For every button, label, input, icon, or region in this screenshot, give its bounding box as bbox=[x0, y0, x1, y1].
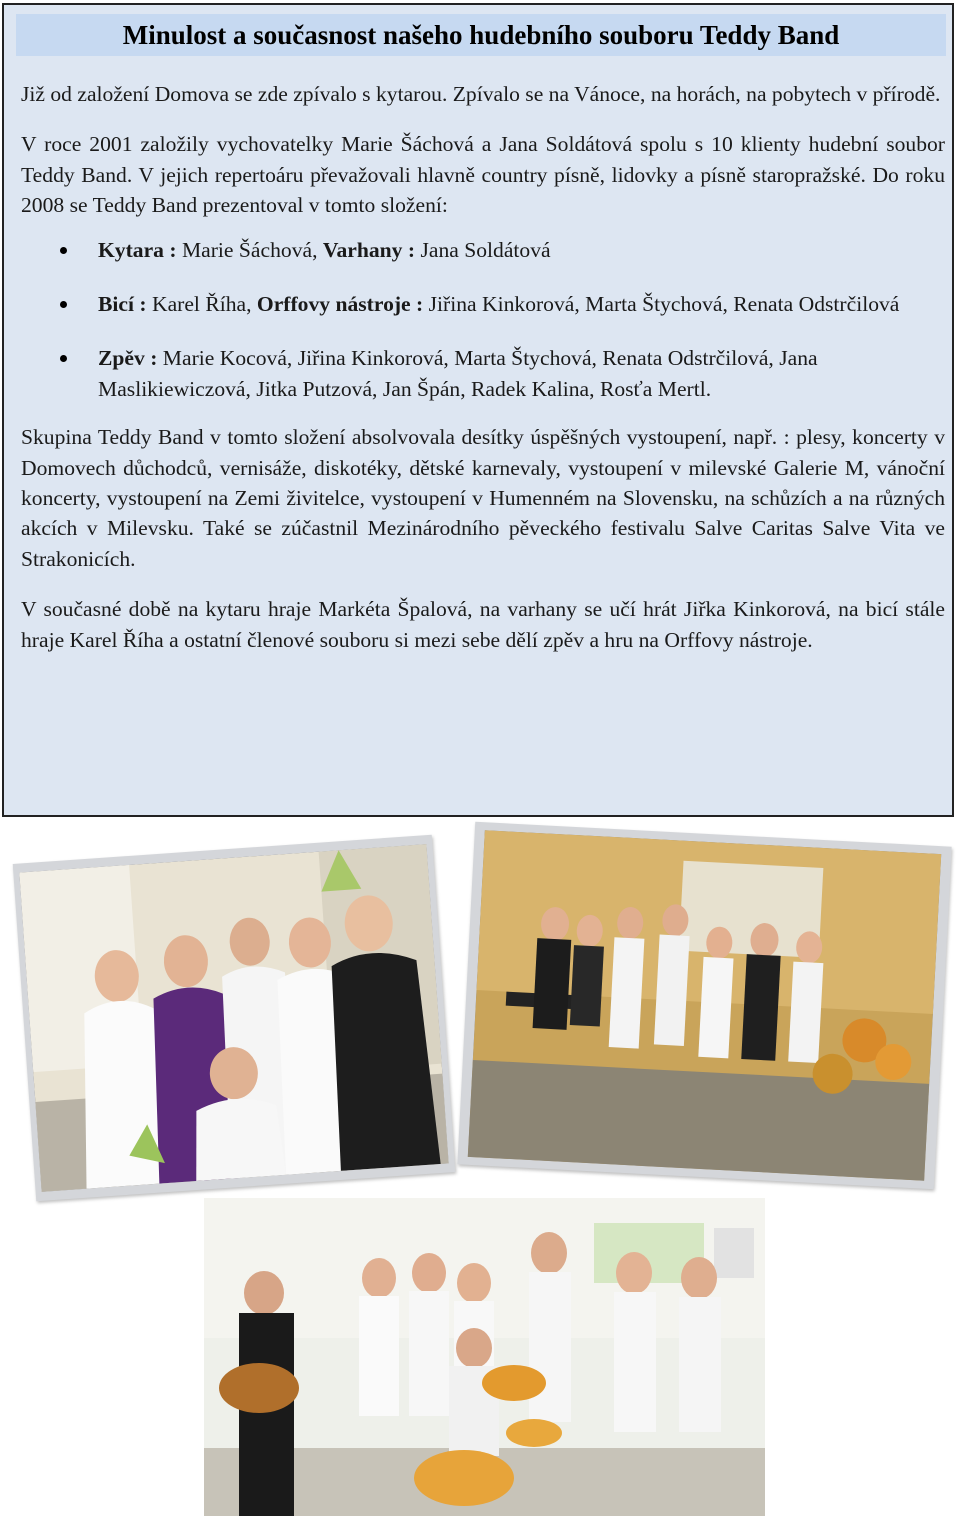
paragraph-founding: V roce 2001 založily vychovatelky Marie Šáchová a Jana Soldátová spolu s 10 klienty hudební soubor Teddy Band. V jejich repertoáru převažovali hlavně country písně, lidovky a písně staropražské. Do roku 2008 se Teddy Band prezentoval v tomto složení: bbox=[21, 132, 945, 218]
article-box bbox=[2, 3, 954, 817]
article-body bbox=[21, 79, 945, 675]
roster-list bbox=[21, 235, 945, 405]
roster-item: Kytara : Marie Šáchová, Varhany : Jana Soldátová bbox=[21, 235, 945, 265]
group-photo bbox=[19, 844, 448, 1192]
roster-item: Zpěv : Marie Kocová, Jiřina Kinkorová, Marta Štychová, Renata Odstrčilová, Jana Maslikiewiczová, Jitka Putzová, Jan Špán, Radek Kalina, Rosťa Mertl. bbox=[21, 343, 945, 404]
concert-photo bbox=[468, 830, 941, 1180]
paragraph-performances: Skupina Teddy Band v tomto složení absolvovala desítky úspěšných vystoupení, např. : plesy, koncerty v Domovech důchodců, vernisáže, diskotéky, dětské karnevaly, vystoupení v milevské Galerie M, vánoční koncerty, vystoupení na Zemi živitelce, vystoupení v Humenném na Slovensku, na schůzích a na různých akcích v Milevsku. Také se zúčastnil Mezinárodního pěveckého festivalu Salve Caritas Salve Vita ve Strakonicích. bbox=[21, 425, 945, 571]
roster-item: Bicí : Karel Říha, Orffovy nástroje : Jiřina Kinkorová, Marta Štychová, Renata Odstrčilová bbox=[21, 289, 945, 319]
paragraph-history: Již od založení Domova se zde zpívalo s kytarou. Zpívalo se na Vánoce, na horách, na pobytech v přírodě. bbox=[21, 82, 941, 106]
article-title: Minulost a současnost našeho hudebního souboru Teddy Band bbox=[16, 14, 946, 56]
band-photo bbox=[204, 1198, 765, 1516]
paragraph-present: V současné době na kytaru hraje Markéta Špalová, na varhany se učí hrát Jiřka Kinkorová, na bicí stále hraje Karel Říha a ostatní členové souboru si mezi sebe dělí zpěv a hru na Orffovy nástroje. bbox=[21, 597, 945, 652]
